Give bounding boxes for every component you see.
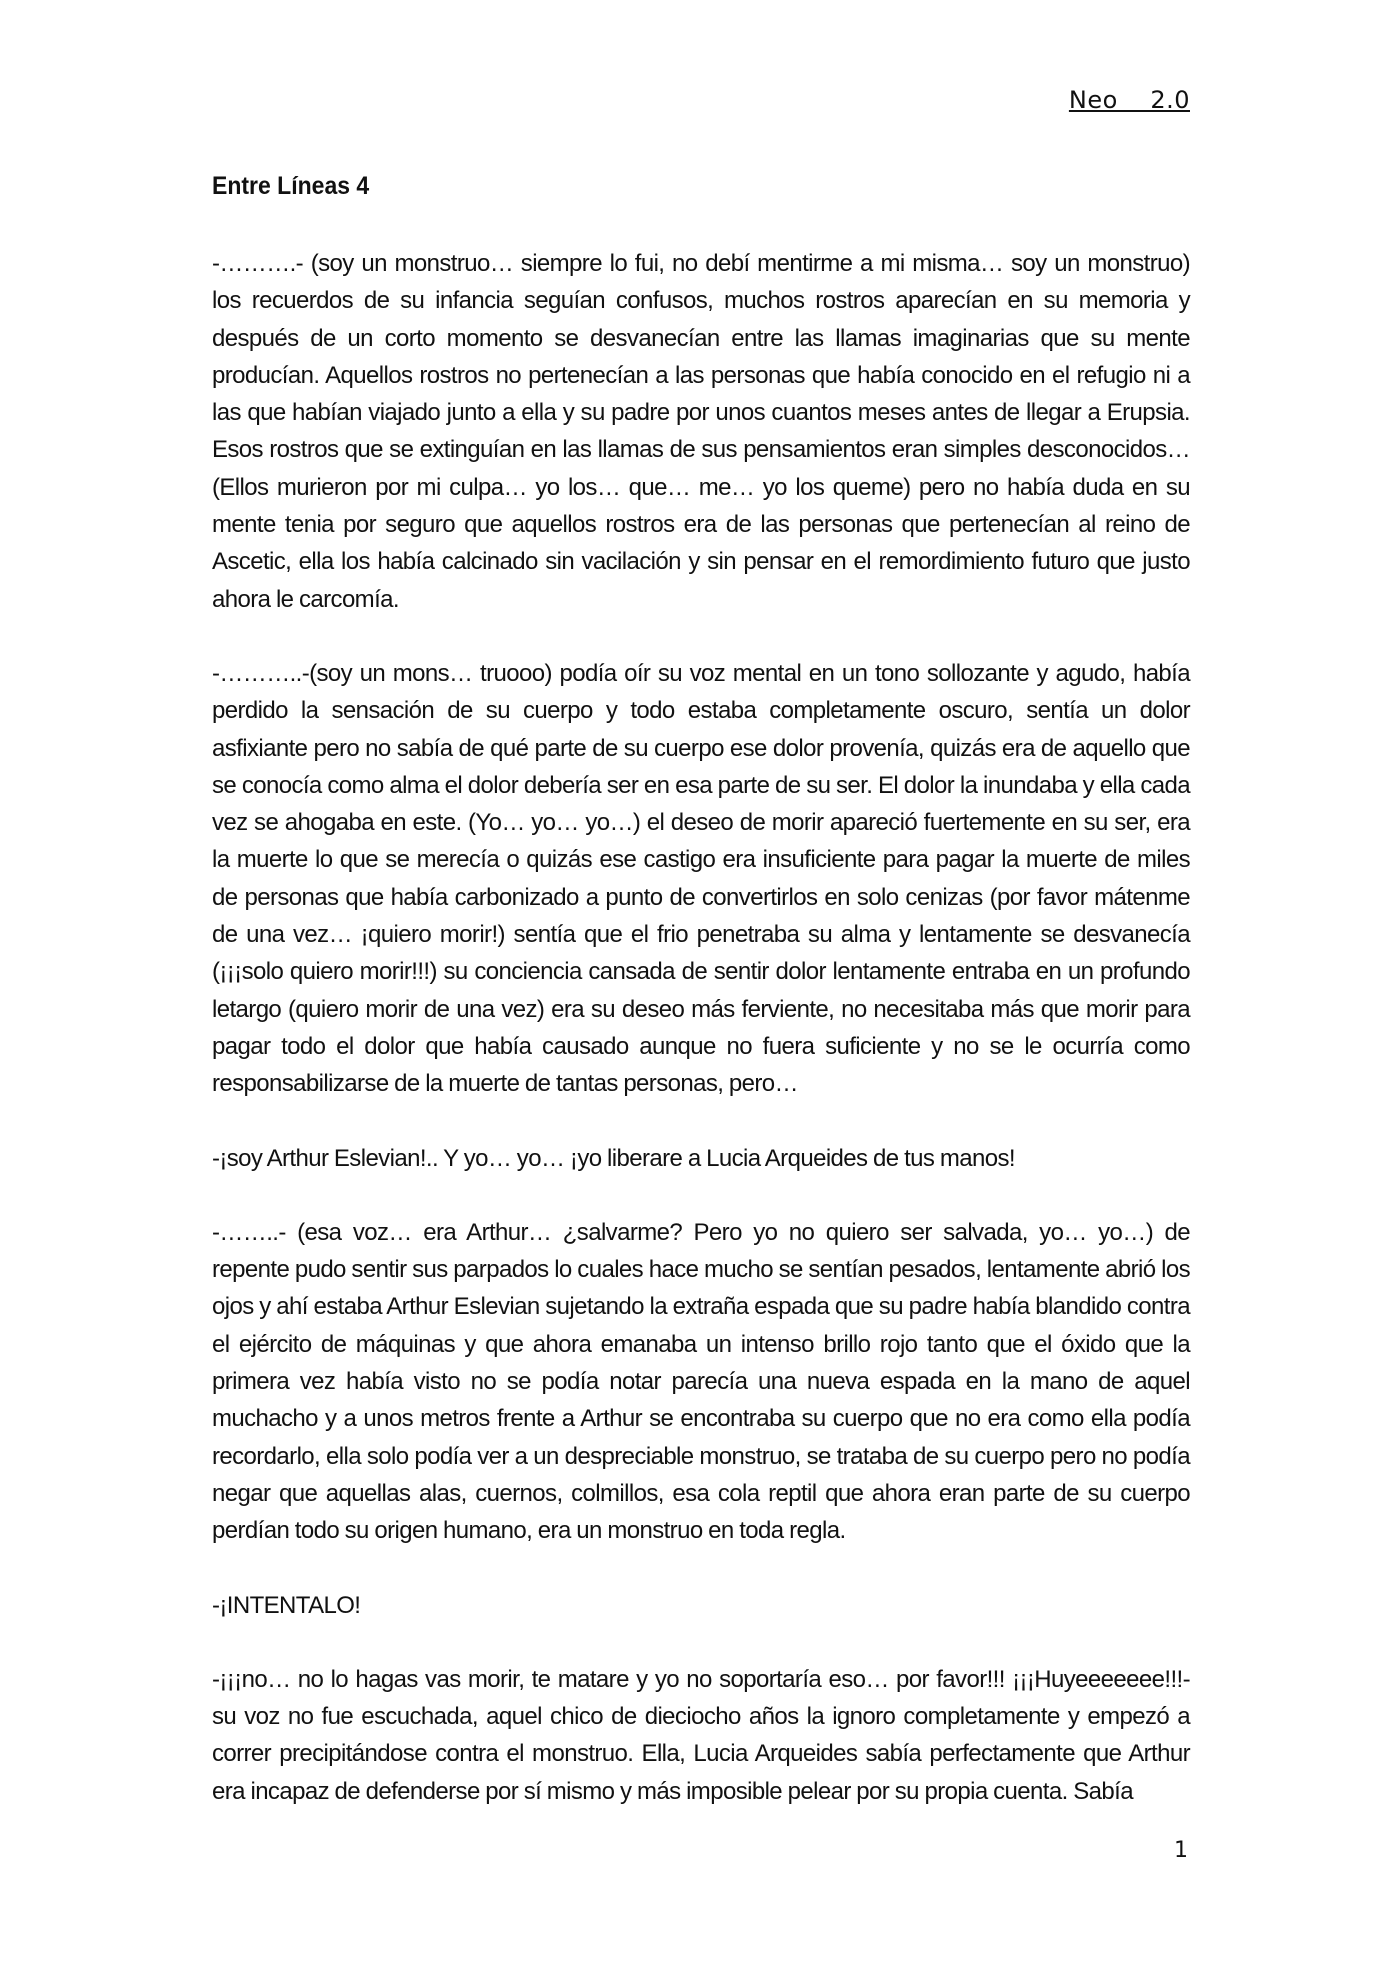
paragraph: -……….- (soy un monstruo… siempre lo fui, no debí mentirme a mi misma… soy un monstruo) los recuerdos de su infancia seguían confusos, muchos rostros aparecían en su memoria y después de un corto momento se desvanecían entre las llamas imaginarias que su mente producían. Aquellos rostros no pertenecían a las personas que había conocido en el refugio ni a las que habían viajado junto a ella y su padre por unos cuantos meses antes de llegar a Erupsia. Esos rostros que se extinguían en las llamas de sus pensamientos eran simples desconocidos… (Ellos murieron por mi culpa… yo los… que… me… yo los queme) pero no había duda en su mente tenia por seguro que aquellos rostros era de las personas que pertenecían al reino de Ascetic, ella los había calcinado sin vacilación y sin pensar en el remordimiento futuro que justo ahora le carcomía.: [212, 250, 1190, 613]
paragraph: -¡¡¡no… no lo hagas vas morir, te matare y yo no soportaría eso… por favor!!! ¡¡¡Huyeeeeeee!!!- su voz no fue escuchada, aquel chico de dieciocho años la ignoro completamente y empezó a correr precipitándose contra el monstruo. Ella, Lucia Arqueides sabía perfectamente que Arthur era incapaz de defenderse por sí mismo y más imposible pelear por su propia cuenta. Sabía: [212, 1665, 1190, 1805]
paragraph: -¡INTENTALO!: [212, 1591, 361, 1619]
page-number: 1: [1174, 1838, 1188, 1863]
paragraph: -……..- (esa voz… era Arthur… ¿salvarme? Pero yo no quiero ser salvada, yo… yo…) de repente pudo sentir sus parpados lo cuales hace mucho se sentían pesados, lentamente abrió los ojos y ahí estaba Arthur Eslevian sujetando la extraña espada que su padre había blandido contra el ejército de máquinas y que ahora emanaba un intenso brillo rojo tanto que el óxido que la primera vez había visto no se podía notar parecía una nueva espada en la mano de aquel muchacho y a unos metros frente a Arthur se encontraba su cuerpo que no era como ella podía recordarlo, ella solo podía ver a un despreciable monstruo, se trataba de su cuerpo pero no podía negar que aquellas alas, cuernos, colmillos, esa cola reptil que ahora eran parte de su cuerpo perdían todo su origen humano, era un monstruo en toda regla.: [212, 1218, 1190, 1545]
header-label: Neo 2.0: [1068, 86, 1190, 114]
paragraph: -………..-(soy un mons… truooo) podía oír su voz mental en un tono sollozante y agudo, había perdido la sensación de su cuerpo y todo estaba completamente oscuro, sentía un dolor asfixiante pero no sabía de qué parte de su cuerpo ese dolor provenía, quizás era de aquello que se conocía como alma el dolor debería ser en esa parte de su ser. El dolor la inundaba y ella cada vez se ahogaba en este. (Yo… yo… yo…) el deseo de morir apareció fuertemente en su ser, era la muerte lo que se merecía o quizás ese castigo era insuficiente para pagar la muerte de miles de personas que había carbonizado a punto de convertirlos en solo cenizas (por favor mátenme de una vez… ¡quiero morir!) sentía que el frio penetraba su alma y lentamente se desvanecía (¡¡¡solo quiero morir!!!) su conciencia cansada de sentir dolor lentamente entraba en un profundo letargo (quiero morir de una vez) era su deseo más ferviente, no necesitaba más que morir para pagar todo el dolor que había causado aunque no fuera suficiente y no se le ocurría como responsabilizarse de la muerte de tantas personas, pero…: [212, 659, 1190, 1098]
paragraph: -¡soy Arthur Eslevian!.. Y yo… yo… ¡yo liberare a Lucia Arqueides de tus manos!: [212, 1144, 1015, 1172]
body-text: [212, 245, 1190, 1847]
chapter-title: Entre Líneas 4: [212, 172, 370, 200]
